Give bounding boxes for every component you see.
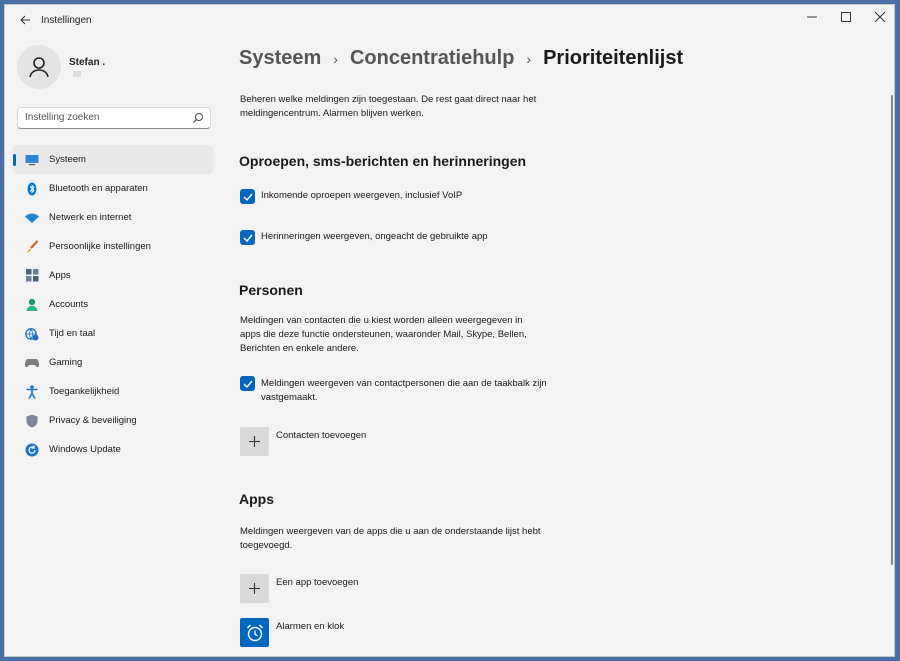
add-contacts-button[interactable] — [240, 427, 269, 456]
search-input[interactable] — [25, 112, 185, 123]
wifi-icon — [25, 211, 39, 225]
maximize-icon — [841, 12, 851, 22]
section-heading-calls: Oproepen, sms-berichten en herinneringen — [239, 153, 527, 169]
intro-line-2: meldingencentrum. Alarmen blijven werken. — [240, 108, 424, 119]
sidebar-item-windows-update[interactable] — [13, 435, 213, 464]
add-app-label[interactable]: Een app toevoegen — [276, 577, 359, 588]
sidebar-item-label: Systeem — [49, 154, 86, 165]
people-desc-line-3: Berichten en enkele andere. — [240, 343, 359, 354]
checkbox-reminders[interactable] — [240, 230, 255, 245]
sidebar-item-bluetooth[interactable] — [13, 174, 213, 203]
sidebar-nav — [13, 145, 213, 464]
checkmark-icon — [243, 380, 253, 388]
apps-desc-line-1: Meldingen weergeven van de apps die u aan de onderstaande lijst hebt — [240, 526, 541, 537]
search-icon[interactable] — [192, 112, 204, 124]
title-bar — [5, 5, 894, 37]
section-heading-apps: Apps — [239, 491, 274, 507]
add-app-button[interactable] — [240, 574, 269, 603]
globe-clock-icon — [25, 327, 39, 341]
sidebar-item-label: Accounts — [49, 299, 89, 310]
checkbox-pinned-label-line-1: Meldingen weergeven van contactpersonen die aan de taakbalk zijn — [261, 378, 547, 389]
sidebar-item-label: Toegankelijkheid — [49, 386, 120, 397]
checkbox-reminders-label: Herinneringen weergeven, ongeacht de gebruikte app — [261, 231, 488, 242]
update-icon — [25, 443, 39, 457]
sidebar-item-label: Apps — [49, 270, 71, 281]
settings-window — [4, 4, 895, 657]
sidebar-item-label: Bluetooth en apparaten — [49, 183, 148, 194]
sidebar-item-label: Windows Update — [49, 444, 121, 455]
sidebar-item-privacy[interactable] — [13, 406, 213, 435]
sidebar-item-label: Netwerk en internet — [49, 212, 132, 223]
search-box[interactable] — [17, 107, 211, 129]
checkmark-icon — [243, 234, 253, 242]
avatar[interactable] — [17, 45, 61, 89]
back-button[interactable] — [13, 11, 37, 31]
minimize-icon — [807, 12, 817, 22]
gamepad-icon — [25, 356, 39, 370]
chevron-right-icon: › — [526, 50, 532, 67]
sidebar-item-label: Persoonlijke instellingen — [49, 241, 151, 252]
app-title: Instellingen — [41, 15, 92, 26]
alarm-clock-icon — [245, 623, 265, 643]
page-title: Prioriteitenlijst — [543, 47, 684, 69]
profile-name: Stefan . — [69, 57, 106, 68]
sidebar-item-label: Gaming — [49, 357, 83, 368]
sidebar-item-toegankelijkheid[interactable] — [13, 377, 213, 406]
sidebar-item-tijd-taal[interactable] — [13, 319, 213, 348]
sidebar-item-label: Privacy & beveiliging — [49, 415, 137, 426]
user-icon — [28, 56, 50, 78]
sidebar-item-netwerk[interactable] — [13, 203, 213, 232]
people-desc-line-2: apps die deze functie ondersteunen, waaronder Mail, Skype, Bellen, — [240, 329, 527, 340]
section-heading-people: Personen — [239, 282, 303, 298]
app-alarms-label[interactable]: Alarmen en klok — [276, 621, 345, 632]
monitor-icon — [25, 153, 39, 167]
checkmark-icon — [243, 193, 253, 201]
plus-icon — [249, 436, 260, 447]
sidebar-item-gaming[interactable] — [13, 348, 213, 377]
maximize-button[interactable] — [829, 5, 863, 29]
chevron-right-icon: › — [333, 50, 338, 67]
add-contacts-label[interactable]: Contacten toevoegen — [276, 430, 367, 441]
intro-line-1: Beheren welke meldingen zijn toegestaan. De rest gaat direct naar het — [240, 94, 537, 105]
close-icon — [875, 12, 885, 22]
breadcrumb-systeem[interactable]: Systeem — [239, 47, 322, 69]
apps-desc-line-2: toegevoegd. — [240, 540, 293, 551]
scrollbar[interactable] — [891, 95, 893, 565]
brush-icon — [25, 240, 39, 254]
minimize-button[interactable] — [795, 5, 829, 29]
checkbox-calls-label: Inkomende oproepen weergeven, inclusief VoIP — [261, 190, 463, 201]
checkbox-pinned-label-line-2: vastgemaakt. — [261, 392, 318, 403]
sidebar-item-label: Tijd en taal — [49, 328, 96, 339]
apps-icon — [25, 269, 39, 283]
breadcrumb-concentratiehulp[interactable]: Concentratiehulp — [349, 47, 515, 69]
accessibility-icon — [25, 385, 39, 399]
profile-email-redacted — [73, 71, 81, 77]
checkbox-calls[interactable] — [240, 189, 255, 204]
shield-icon — [25, 414, 39, 428]
close-button[interactable] — [863, 5, 895, 29]
arrow-left-icon — [20, 15, 31, 25]
people-desc-line-1: Meldingen van contacten die u kiest worden alleen weergegeven in — [240, 315, 523, 326]
person-icon — [25, 298, 39, 312]
sidebar-item-systeem[interactable] — [13, 145, 213, 174]
breadcrumb — [239, 47, 683, 70]
sidebar-item-apps[interactable] — [13, 261, 213, 290]
app-alarms-tile[interactable] — [240, 618, 269, 647]
plus-icon — [249, 583, 260, 594]
sidebar-item-accounts[interactable] — [13, 290, 213, 319]
sidebar-item-persoonlijk[interactable] — [13, 232, 213, 261]
bluetooth-icon — [25, 182, 39, 196]
checkbox-pinned-contacts[interactable] — [240, 376, 255, 391]
